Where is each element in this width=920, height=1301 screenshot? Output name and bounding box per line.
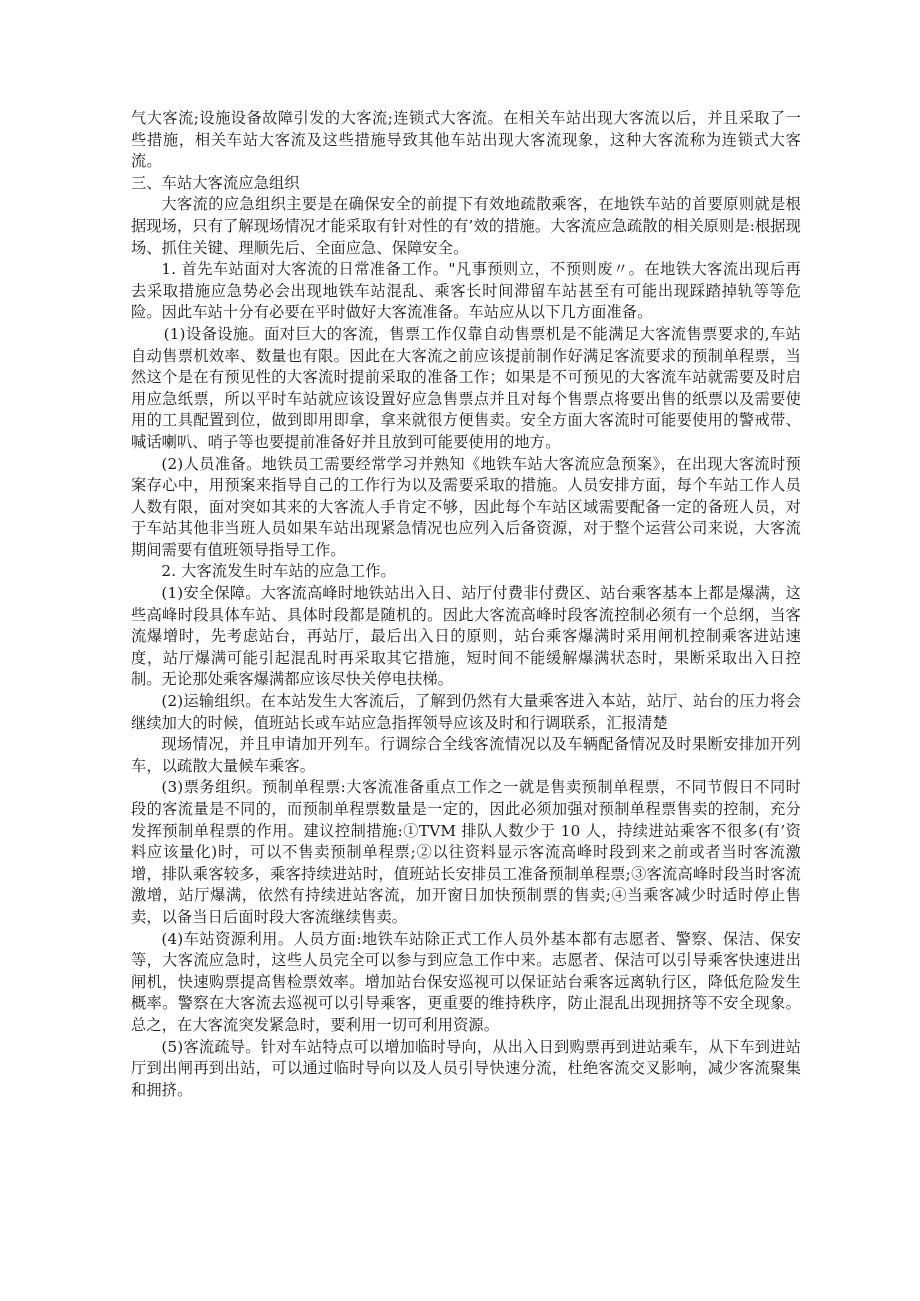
paragraph-item-1-2: (2)人员准备。地铁员工需要经常学习并熟知《地铁车站大客流应急预案》，在出现大客流时预案存心中，用预案来指导自己的工作行为以及需要采取的措施。人员安排方面，每个车站工作人员人数有限，面对突如其来的大客流人手肯定不够，因此每个车站区域需要配备一定的备班人员，对于车站其他非当班人员如果车站出现紧急情况也应列入后备资源，对于整个运营公司来说，大客流期间需要有值班领导指导工作。 [131, 454, 801, 559]
paragraph-item-2-2: (2)运输组织。在本站发生大客流后，了解到仍然有大量乘客进入本站，站厅、站台的压力将会继续加大的时候，值班站长或车站应急指挥领导应该及时和行调联系，汇报清楚 [131, 692, 801, 732]
paragraph-item-2-5: (5)客流疏导。针对车站特点可以增加临时导向，从出入日到购票再到进站乘车，从下车到进站厅到出闸再到出站，可以通过临时导向以及人员引导快速分流，杜绝客流交叉影响，减少客流聚集和拥挤。 [131, 1037, 801, 1099]
document-body [131, 108, 801, 1101]
paragraph-item-2-1: (1)安全保障。大客流高峰时地铁站出入日、站厅付费非付费区、站台乘客基本上都是爆满，这些高峰时段具体车站、具体时段都是随机的。因此大客流高峰时段客流控制必须有一个总纲，当客流爆增时，先考虑站台，再站厅，最后出入日的原则，站台乘客爆满时采用闸机控制乘客进站速度，站厅爆满可能引起混乱时再采取其它措施，短时间不能缓解爆满状态时，果断采取出入日控制。无论那处乘客爆满都应该尽快关停电扶梯。 [131, 584, 801, 689]
paragraph-item-2-2-continued: 现场情况，并且申请加开列车。行调综合全线客流情况以及车辆配备情况及时果断安排加开列车，以疏散大量候车乘客。 [131, 735, 801, 775]
paragraph-item-1-1: (1)设备设施。面对巨大的客流，售票工作仅靠自动售票机是不能满足大客流售票要求的,车站自动售票机效率、数量也有限。因此在大客流之前应该提前制作好满足客流要求的预制单程票，当然这个是在有预见性的大客流时提前采取的准备工作；如果是不可预见的大客流车站就需要及时启用应急纸票，所以平时车站就应该设置好应急售票点并且对每个售票点将要出售的纸票以及需要使用的工具配置到位，做到即用即拿，拿来就很方便售卖。安全方面大客流时可能要使用的警戒带、喊话喇叭、哨子等也要提前准备好并且放到可能要使用的地方。 [131, 324, 801, 451]
paragraph-item-2: 2. 大客流发生时车站的应急工作。 [161, 562, 396, 581]
paragraph-item-1: 1. 首先车站面对大客流的日常准备工作。"凡事预则立，不预则废〃。在地铁大客流出现后再去采取措施应急势必会出现地铁车站混乱、乘客长时间滞留车站甚至有可能出现踩踏掉轨等等危险。因此车站十分有必要在平时做好大客流准备。车站应从以下几方面准备。 [131, 260, 801, 322]
paragraph-item-2-3: (3)票务组织。预制单程票:大客流准备重点工作之一就是售卖预制单程票，不同节假日不同时段的客流量是不同的，而预制单程票数量是一定的，因此必须加强对预制单程票售卖的控制，充分发挥预制单程票的作用。建议控制措施:①TVM 排队人数少于 10 人，持续进站乘客不很多(有’资料应该量化)时，可以不售卖预制单程票;②以往资料显示客流高峰时段到来之前或者当时客流激增，排队乘客较多，乘客持续进站时，值班站长安排员工准备预制单程票;③客流高峰时段当时客流激增，站厅爆满，依然有持续进站客流，加开窗日加快预制票的售卖;④当乘客减少时适时停止售卖，以备当日后面时段大客流继续售卖。 [131, 778, 801, 926]
paragraph-item-2-4: (4)车站资源利用。人员方面:地铁车站除正式工作人员外基本都有志愿者、警察、保洁、保安等，大客流应急时，这些人员完全可以参与到应急工作中来。志愿者、保洁可以引导乘客快速进出闸机，快速购票提高售检票效率。增加站台保安巡视可以保证站台乘客远离轨行区，降低危险发生概率。警察在大客流去巡视可以引导乘客，更重要的维持秩序，防止混乱出现拥挤等不安全现象。总之，在大客流突发紧急时，要利用一切可利用资源。 [131, 929, 801, 1034]
section-heading: 三、车站大客流应急组织 [131, 173, 300, 192]
paragraph-intro: 大客流的应急组织主要是在确保安全的前提下有效地疏散乘客，在地铁车站的首要原则就是根据现场，只有了解现场情况才能采取有针对性的有’效的措施。大客流应急疏散的相关原则是:根据现场、抓住关键、理顺先后、全面应急、保障安全。 [131, 195, 801, 257]
paragraph-continuation: 气大客流;设施设备故障引发的大客流;连锁式大客流。在相关车站出现大客流以后，并且采取了一些措施，相关车站大客流及这些措施导致其他车站出现大客流现象，这种大客流称为连锁式大客流。 [131, 109, 801, 171]
